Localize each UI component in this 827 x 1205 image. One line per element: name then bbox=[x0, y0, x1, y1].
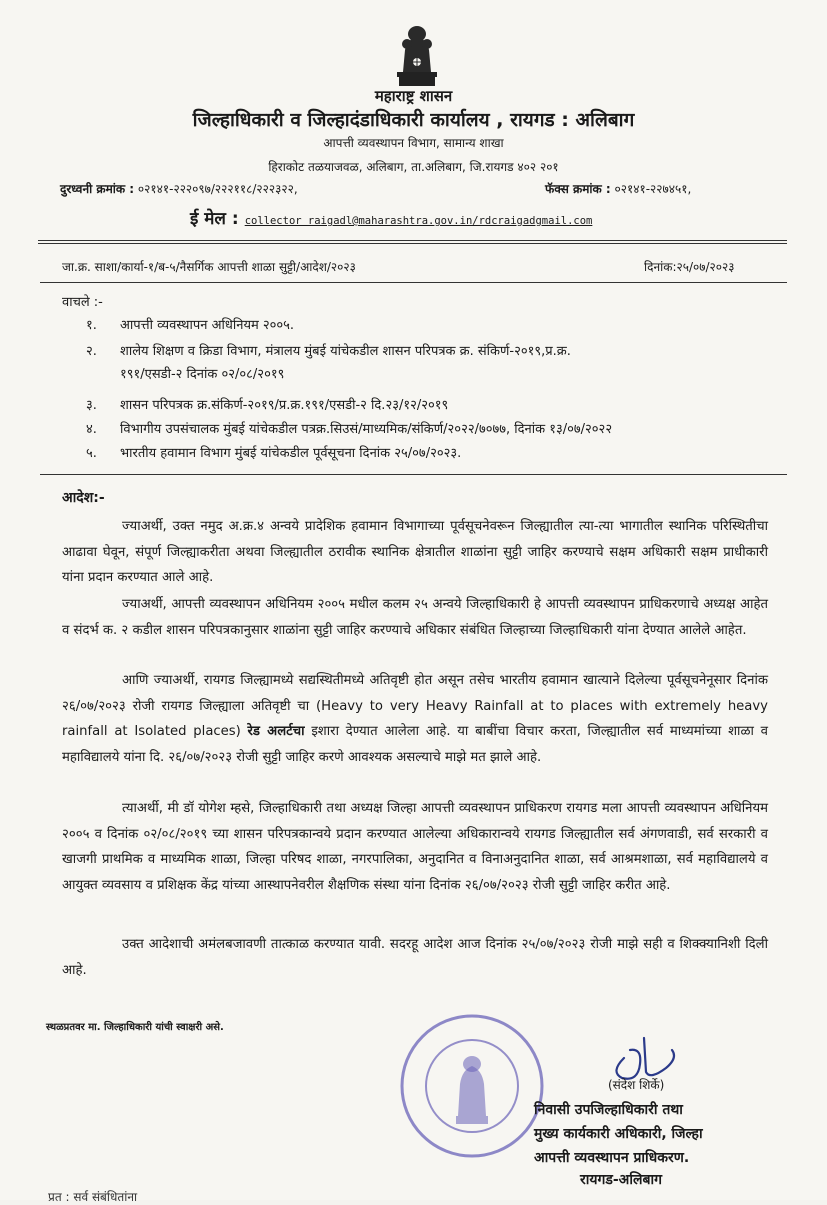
order-paragraph-5: उक्त आदेशाची अमंलबजावणी तात्काळ करण्यात यावी. सदरहू आदेश आज दिनांक २५/०७/२०२३ रोजी माझे सही व शिक्क्यानिशी दिली आहे. bbox=[62, 937, 768, 978]
reference-item bbox=[86, 418, 776, 441]
paragraph-3-part-1: आणि ज्याअर्थी, रायगड जिल्ह्यामध्ये सद्यस्थितीमध्ये अतिवृष्टी होत असून तसेच भारतीय हवामान खात्याने दिलेल्या पूर्वसूचनेनूसार दिनांक २६/०७/२०२३ रोजी रायगड जिल्ह्याला अतिवृष्टी चा (Heavy to very Heavy Rainfall at to places with extremely heavy rainfall at Isolated places) bbox=[62, 673, 768, 739]
order-paragraph-3 bbox=[62, 668, 768, 770]
reference-text: शालेय शिक्षण व क्रिडा विभाग, मंत्रालय मुंबई यांचेकडील शासन परिपत्रक क्र. संकिर्ण-२०१९,प्र.क्र. bbox=[120, 344, 571, 359]
reference-text: आपत्ती व्यवस्थापन अधिनियम २००५. bbox=[120, 318, 295, 333]
reference-item bbox=[86, 394, 776, 417]
red-alert-text: रेड अलर्टचा bbox=[247, 724, 305, 739]
fax-line bbox=[545, 180, 691, 197]
designation-line: मुख्य कार्यकारी अधिकारी, जिल्हा bbox=[534, 1126, 703, 1142]
order-label: आदेश:- bbox=[62, 490, 105, 506]
reference-num: ३. bbox=[86, 398, 97, 413]
phone-line bbox=[60, 180, 298, 197]
fax-label: फॅक्स क्रमांक : bbox=[545, 182, 611, 196]
order-paragraph-2: ज्याअर्थी, आपत्ती व्यवस्थापन अधिनियम २००५ मधील कलम २५ अन्वये जिल्हाधिकारी हे आपत्ती व्यवस्थापन प्राधिकरणाचे अध्यक्ष आहेत व संदर्भ क. २ कडील शासन परिपत्रकानुसार शाळांना सुट्टी जाहिर करण्याचे अधिकार संबंधित जिल्हाच्या जिल्हाधिकारी यांना देण्यात आलेले आहेत. bbox=[62, 597, 768, 638]
order-paragraph-4: त्याअर्थी, मी डॉ योगेश म्हसे, जिल्हाधिकारी तथा अध्यक्ष जिल्हा आपत्ती व्यवस्थापन प्राधिकरण रायगड मला आपत्ती व्यवस्थापन अधिनियम २००५ व दिनांक ०२/०८/२०१९ च्या शासन परिपत्रकान्वये प्रदान करण्यात आलेल्या अधिकारान्वये रायगड जिल्ह्यातील सर्व अंगणवाडी, सर्व सरकारी व खाजगी प्राथमिक व माध्यमिक शाळा, जिल्हा परिषद शाळा, नगरपालिका, अनुदानित व विनाअनुदानित शाळा, सर्व आश्रमशाळा, सर्व महाविद्यालये व आयुक्त व्यवसाय व प्रशिक्षक केंद्र यांच्या आस्थापनेवरील शैक्षणिक संस्था यांना दिनांक २६/०७/२०२३ रोजी सुट्टी जाहिर करीत आहे. bbox=[62, 801, 768, 893]
order-date: दिनांक:२५/०७/२०२३ bbox=[644, 260, 735, 274]
reference-num: २. bbox=[86, 344, 97, 359]
fax-value: ०२१४१-२२७४५१, bbox=[610, 182, 692, 196]
signer-name: (संदेश शिर्के) bbox=[608, 1078, 665, 1092]
designation-line: रायगड-अलिबाग bbox=[580, 1172, 662, 1188]
designation-line: आपत्ती व्यवस्थापन प्राधिकरण. bbox=[534, 1150, 690, 1166]
reference-text-continued: १९१/एसडी-२ दिनांक ०२/०८/२०१९ bbox=[120, 367, 285, 382]
header-divider-2 bbox=[38, 243, 787, 244]
email-link[interactable]: collector raigadl@maharashtra.gov.in/rdcraigadgmail.com bbox=[244, 215, 593, 227]
paragraph-3-part-2: इशारा देण्यात आलेला आहे. या बाबींचा विचार करता, जिल्ह्यातील सर्व माध्यमांच्या शाळा व महाविद्यालये यांना दि. २६/०७/२०२३ रोजी सुट्टी जाहिर करणे आवश्यक असल्याचे माझे मत झाले आहे. bbox=[62, 724, 768, 765]
reference-item bbox=[86, 442, 776, 465]
official-stamp-icon bbox=[398, 1012, 546, 1160]
office-title: जिल्हाधिकारी व जिल्हादंडाधिकारी कार्यालय , रायगड : अलिबाग bbox=[192, 109, 635, 131]
read-label: वाचले :- bbox=[62, 295, 103, 310]
address-line: हिराकोट तळयाजवळ, अलिबाग, ता.अलिबाग, जि.रायगड ४०२ २०१ bbox=[268, 160, 559, 174]
reference-num: ४. bbox=[86, 422, 97, 437]
email-label: ई मेल : bbox=[190, 209, 239, 229]
reference-text: शासन परिपत्रक क्र.संकिर्ण-२०१९/प्र.क्र.१९१/एसडी-२ दि.२३/१२/२०१९ bbox=[120, 398, 449, 413]
ashoka-emblem-icon bbox=[393, 22, 441, 90]
header-divider bbox=[38, 240, 787, 241]
department-line: आपत्ती व्यवस्थापन विभाग, सामान्य शाखा bbox=[323, 136, 504, 150]
reference-text: विभागीय उपसंचालक मुंबई यांचेकडील पत्रक्र.सिउसं/माध्यमिक/संकिर्ण/२०२२/७०७७, दिनांक १३/०७/२०२२ bbox=[120, 422, 613, 437]
designation-line: निवासी उपजिल्हाधिकारी तथा bbox=[534, 1102, 683, 1118]
reference-divider bbox=[40, 282, 787, 283]
copy-to-line: प्रत : सर्व संबंधितांना bbox=[48, 1190, 138, 1204]
reference-item bbox=[86, 340, 776, 386]
phone-value: ०२१४१-२२२०९७/२२२११८/२२२३२२, bbox=[134, 182, 298, 196]
signature-note: स्थळप्रतवर मा. जिल्हाधिकारी यांची स्वाक्षरी असे. bbox=[46, 1022, 224, 1033]
order-paragraph-1: ज्याअर्थी, उक्त नमुद अ.क्र.४ अन्वये प्रादेशिक हवामान विभागाच्या पूर्वसूचनेवरून जिल्ह्यातील त्या-त्या भागातील स्थानिक परिस्थितीचा आढावा घेवून, संपूर्ण जिल्ह्याकरीता अथवा जिल्ह्यातील ठरावीक स्थानिक क्षेत्रातील शाळांना सुट्टी जाहिर करण्याचे सक्षम अधिकारी सक्षम प्राधीकारी यांना प्रदान करण्यात आले आहे. bbox=[62, 519, 768, 585]
references-divider bbox=[40, 474, 787, 475]
reference-num: ५. bbox=[86, 446, 97, 461]
reference-number: जा.क्र. साशा/कार्या-१/ब-५/नैसर्गिक आपत्ती शाळा सुट्टी/आदेश/२०२३ bbox=[62, 260, 356, 274]
reference-text: भारतीय हवामान विभाग मुंबई यांचेकडील पूर्वसूचना दिनांक २५/०७/२०२३. bbox=[120, 446, 462, 461]
reference-num: १. bbox=[86, 318, 97, 333]
email-line bbox=[190, 206, 592, 229]
reference-item bbox=[86, 314, 776, 337]
phone-label: दुरध्वनी क्रमांक : bbox=[60, 182, 135, 196]
government-title: महाराष्ट्र शासन bbox=[374, 87, 453, 105]
